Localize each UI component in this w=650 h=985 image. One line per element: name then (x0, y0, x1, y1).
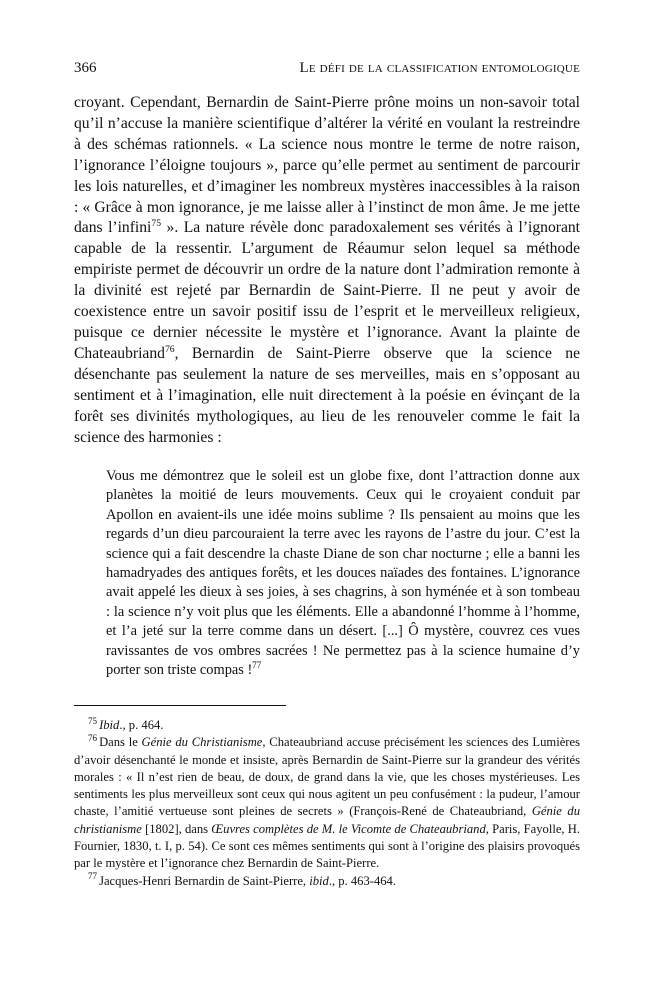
running-title: Le défi de la classification entomologique (299, 60, 580, 76)
footnote-76 (74, 734, 580, 872)
footnote-text: ., p. 464. (119, 718, 164, 732)
page-number: 366 (74, 60, 97, 76)
body-text-part-2: ». La nature révèle donc paradoxalement ses vérités à l’ignorant capable de la ressentir. L’argument de Réaumur selon lequel sa méthode empiriste permet de découvrir un ordre de la nature dont l’admiration remonte à la divinité est rejeté par Bernardin de Saint-Pierre. Il ne peut y avoir de coexistence entre un savoir positif issu de l’esprit et le merveilleux religieux, puisque ce dernier nécessite le mystère et l’ignorance. Avant la plainte de Chateaubriand (74, 219, 580, 362)
footnote-separator (74, 705, 286, 706)
footnote-ref-75[interactable]: 75 (151, 218, 162, 230)
footnote-text: Jacques-Henri Bernardin de Saint-Pierre, (99, 873, 310, 888)
footnote-italic: Génie du Christianisme (141, 735, 263, 750)
footnote-italic: ibid (309, 873, 329, 888)
footnote-ref-76[interactable]: 76 (164, 343, 175, 355)
footnote-number: 75 (88, 715, 98, 726)
footnote-italic: Génie du christianisme (74, 804, 580, 836)
footnote-number: 77 (88, 871, 98, 882)
footnote-italic: Ibid (99, 718, 120, 732)
running-head (74, 60, 580, 80)
footnote-text: Dans le (99, 735, 142, 750)
footnote-77 (74, 873, 580, 890)
block-quote (106, 467, 580, 680)
footnote-ref-77[interactable]: 77 (252, 660, 262, 671)
footnote-75 (74, 717, 580, 734)
footnote-text: [1802], dans (141, 821, 212, 836)
body-paragraph (74, 93, 580, 448)
footnotes (74, 717, 580, 890)
body-text-part-1: croyant. Cependant, Bernardin de Saint-Pierre prône moins un non-savoir total qu’il n’accuse la manière scientifique d’altérer la vérité en voulant la restreindre à des schémas rationnels. « La science nous montre le terme de notre raison, l’ignorance l’éloigne toujours », parce qu’elle permet au sentiment de parcourir les lois naturelles, et d’imaginer les nombreux mystères inaccessibles à la raison : « Grâce à mon ignorance, je me laisse aller à l’instinct de mon âme. Je me jette dans l’infini (74, 94, 580, 237)
footnote-text: , Chateaubriand accuse précisément les sciences des Lumières d’avoir désenchanté le monde et insiste, après Bernardin de Saint-Pierre sur la grandeur des vérités morales : « Il n’est rien de beau, de doux, de grand dans la vie, que les choses mystérieuses. Les sentiments les plus merveilleux sont ceux qui nous agitent un peu confusément : la pudeur, l’amour chaste, l’amitié vertueuse sont pleines de secrets » (François-René de Chateaubriand, (74, 735, 580, 819)
footnote-number: 76 (88, 733, 98, 744)
quote-text: Vous me démontrez que le soleil est un globe fixe, dont l’attraction donne aux planètes la moitié de leurs mouvements. Ceux qui le croyaient conduit par Apollon en avaient-ils une idée moins sublime ? Ils pensaient au moins que les regards d’un dieu parcouraient la terre avec les rayons de l’astre du jour. C’est la science qui a fait descendre la chaste Diane de son char nocturne ; elle a banni les hamadryades des antiques forêts, et les douces naïades des fontaines. L’ignorance avait appelé les dieux à ses joies, à ses chagrins, à son hyménée et à son tombeau : la science n’y voit plus que les éléments. Elle a abandonné l’homme à l’homme, et l’a jeté sur la terre comme dans un désert. [...] Ô mystère, couvrez ces vues ravissantes de vos ombres sacrées ! Ne permettez pas à la science humaine d’y porter son triste compas ! (106, 468, 580, 679)
footnote-text: ., p. 463-464. (328, 873, 396, 888)
body-text-part-3: , Bernardin de Saint-Pierre observe que la science ne désenchante pas seulement la nature de ses merveilles, mais en s’opposant au sentiment et à l’imagination, elle nuit directement à la poésie en évinçant de la forêt ses divinités mythologiques, au lieu de les renouveler comme le fait la science des harmonies : (74, 344, 580, 446)
footnote-text: , Paris, Fayolle, H. Fournier, 1830, t. I, p. 54). Ce sont ces mêmes sentiments qui sont à l’origine des plaisirs provoqués par le mystère et l’ignorance chez Bernardin de Saint-Pierre. (74, 821, 580, 871)
footnote-italic: Œuvres complètes de M. le Vicomte de Chateaubriand (211, 821, 486, 836)
